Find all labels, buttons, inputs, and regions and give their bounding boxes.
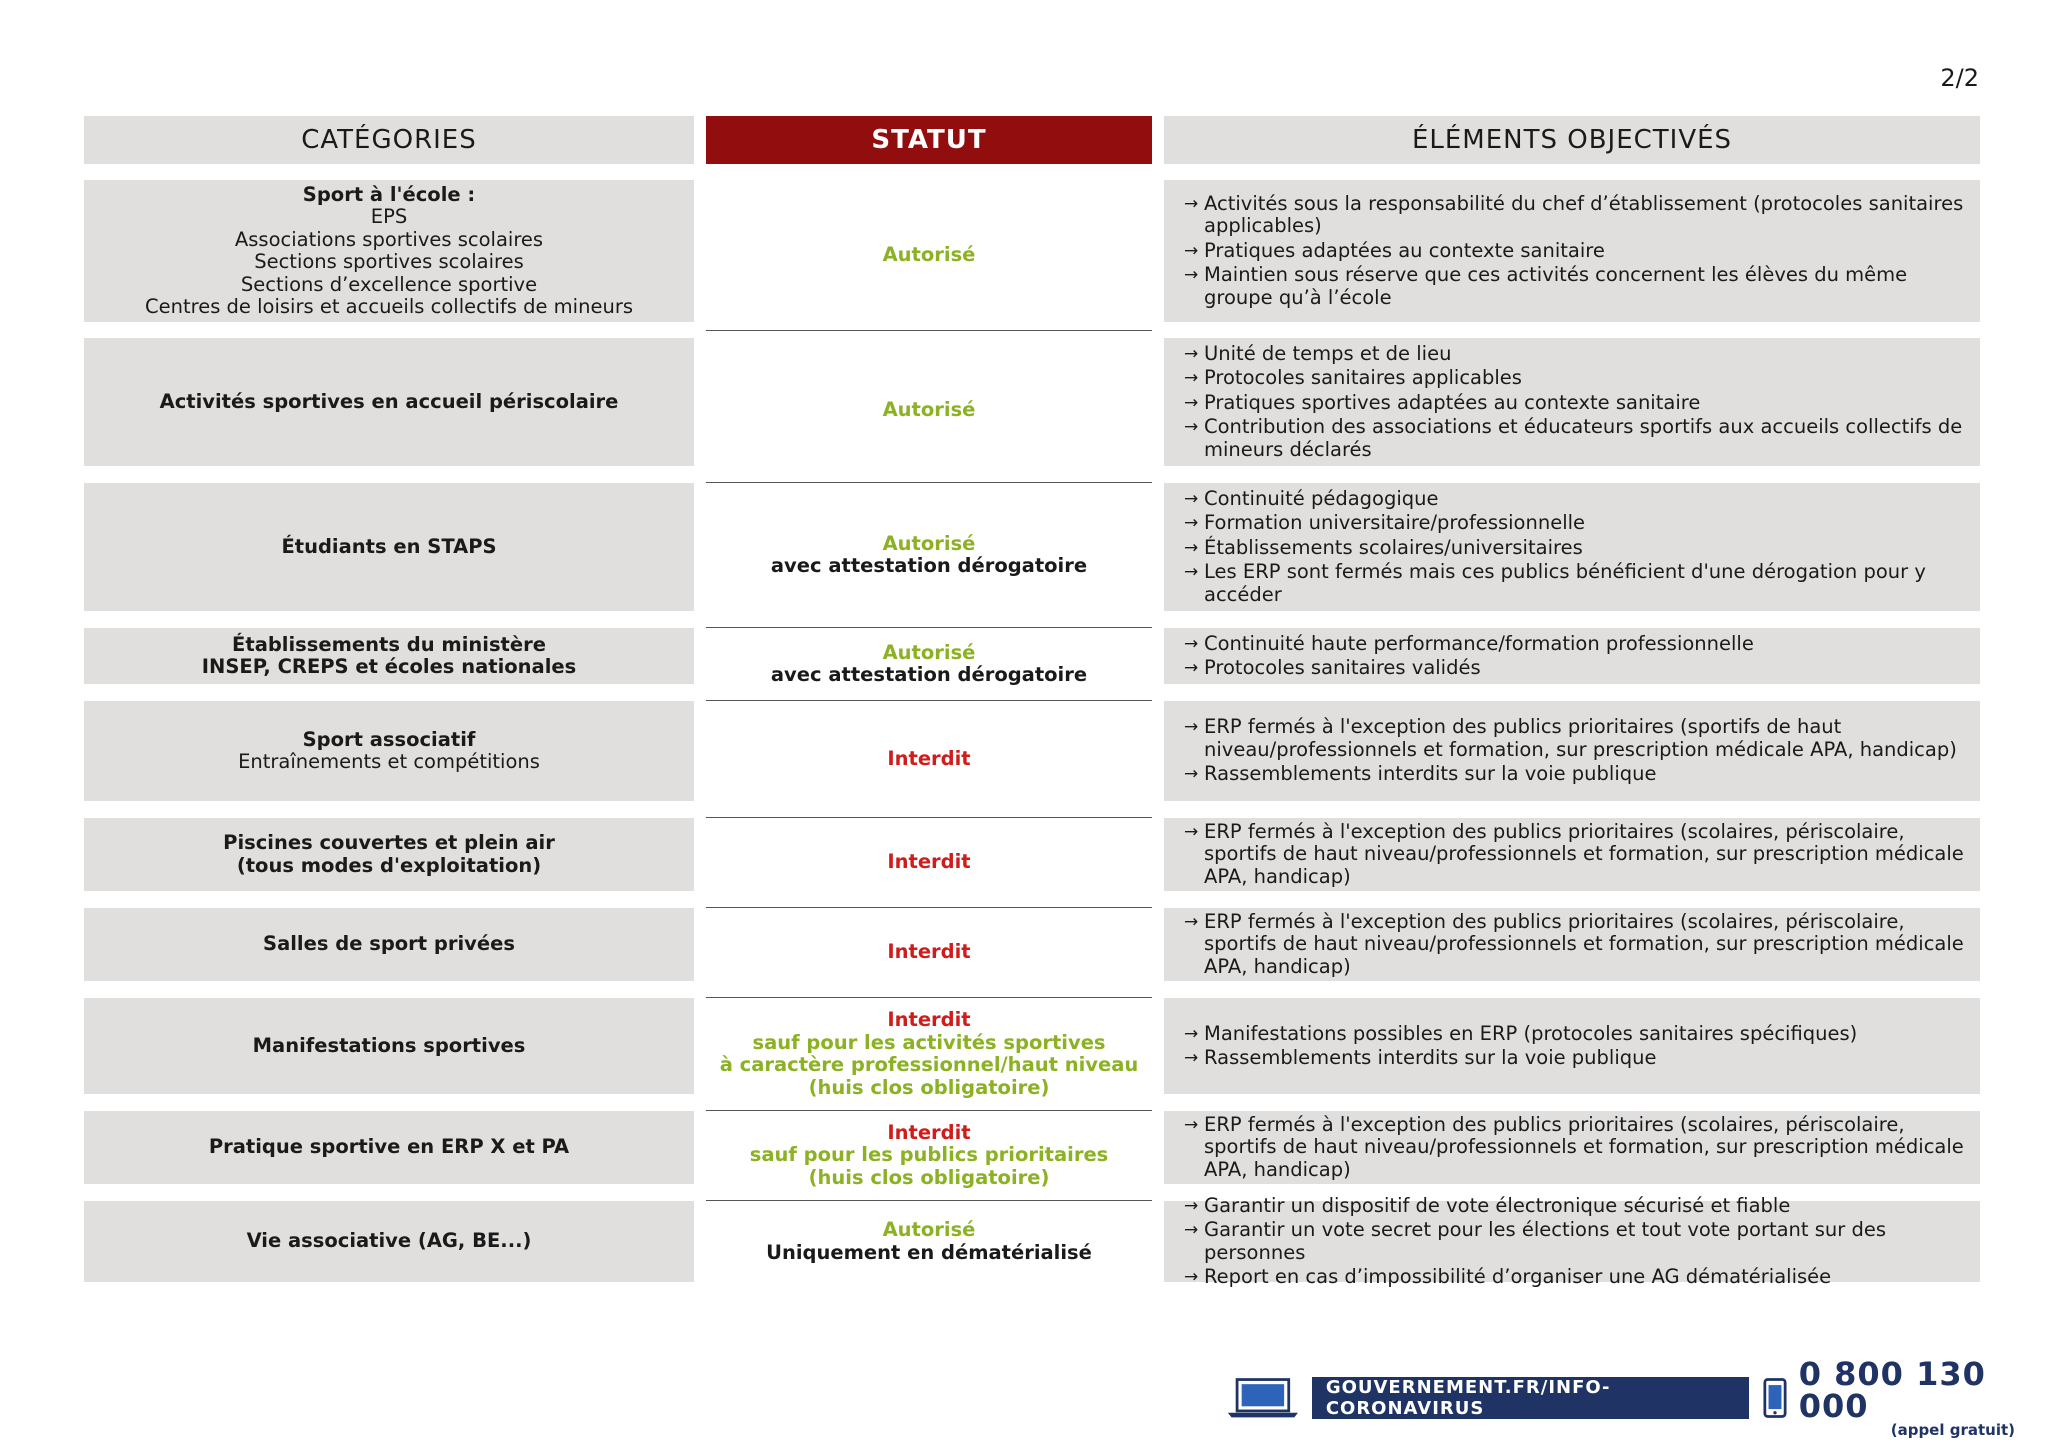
- category-cell: [84, 818, 694, 891]
- page-number: 2/2: [1940, 64, 1979, 92]
- status-cell: [706, 628, 1152, 701]
- header-elements: ÉLÉMENTS OBJECTIVÉS: [1164, 116, 1980, 164]
- list-item: → ERP fermés à l'exception des publics prioritaires (scolaires, périscolaire, sportifs de haut niveau/professionnels et formation, sur prescription médicale APA, handicap): [1184, 819, 1964, 888]
- category-cell: [84, 483, 694, 611]
- category-cell: [84, 1111, 694, 1184]
- arrow-right-icon: →: [1184, 1195, 1199, 1216]
- category-cell: [84, 1201, 694, 1282]
- category-cell: [84, 180, 694, 322]
- status-badge: Interdit: [887, 850, 971, 874]
- list-item: → Les ERP sont fermés mais ces publics bénéficient d'une dérogation pour y accéder: [1184, 560, 1926, 606]
- list-item: → Pratiques adaptées au contexte sanitaire: [1184, 238, 1605, 262]
- status-note: avec attestation dérogatoire: [770, 663, 1088, 686]
- list-item: → Rassemblements interdits sur la voie publique: [1184, 762, 1657, 786]
- status-cell: [706, 818, 1152, 908]
- phone-number-block: [1798, 1355, 2047, 1439]
- list-item: → Formation universitaire/professionnelle: [1184, 511, 1586, 535]
- list-item: → Unité de temps et de lieu: [1184, 341, 1452, 365]
- category-cell: [84, 628, 694, 684]
- status-badge: Autorisé: [882, 242, 976, 266]
- category-title: Établissements du ministère: [232, 632, 546, 656]
- elements-cell: [1164, 180, 1980, 322]
- list-item: → Établissements scolaires/universitaires: [1184, 535, 1583, 559]
- status-badge: Interdit: [887, 940, 971, 964]
- elements-cell: [1164, 998, 1980, 1094]
- elements-cell: [1164, 483, 1980, 611]
- phone-note: (appel gratuit): [1890, 1421, 2015, 1439]
- status-note: (huis clos obligatoire): [808, 1165, 1050, 1189]
- arrow-right-icon: →: [1184, 562, 1199, 583]
- arrow-right-icon: →: [1184, 513, 1199, 534]
- category-title: Piscines couvertes et plein air: [223, 831, 555, 854]
- status-cell: [706, 701, 1152, 818]
- status-cell: [706, 998, 1152, 1111]
- arrow-right-icon: →: [1184, 633, 1199, 654]
- category-line: Centres de loisirs et accueils collectifs de mineurs: [144, 295, 633, 318]
- arrow-right-icon: →: [1184, 368, 1199, 389]
- footer: [1226, 1355, 2047, 1439]
- category-title: Salles de sport privées: [263, 932, 515, 956]
- elements-cell: [1164, 908, 1980, 981]
- arrow-right-icon: →: [1184, 764, 1199, 785]
- category-line: Associations sportives scolaires: [234, 227, 544, 251]
- list-item: → Garantir un vote secret pour les élections et tout vote portant sur des personnes: [1184, 1218, 1887, 1264]
- arrow-right-icon: →: [1184, 821, 1199, 842]
- header-statut: STATUT: [706, 116, 1152, 164]
- status-badge: Autorisé: [882, 397, 976, 421]
- list-item: → Rassemblements interdits sur la voie publique: [1184, 1046, 1657, 1069]
- status-badge: Interdit: [887, 1120, 971, 1144]
- status-note: sauf pour les publics prioritaires: [749, 1143, 1109, 1167]
- arrow-right-icon: →: [1184, 488, 1199, 509]
- list-item: → ERP fermés à l'exception des publics prioritaires (scolaires, périscolaire, sportifs de haut niveau/professionnels et formation, sur prescription médicale APA, handicap): [1184, 1112, 1964, 1181]
- arrow-right-icon: →: [1184, 1048, 1199, 1068]
- category-title: Manifestations sportives: [252, 1033, 526, 1057]
- laptop-icon: [1226, 1376, 1300, 1420]
- list-item: → Contribution des associations et éducateurs sportifs aux accueils collectifs de mineurs déclarés: [1184, 415, 1963, 461]
- arrow-right-icon: →: [1184, 1114, 1199, 1135]
- arrow-right-icon: →: [1184, 417, 1199, 438]
- arrow-right-icon: →: [1184, 1023, 1199, 1044]
- category-cell: [84, 701, 694, 801]
- list-item: → Report en cas d’impossibilité d’organiser une AG dématérialisée: [1184, 1265, 1832, 1288]
- status-cell: [706, 908, 1152, 998]
- status-badge: Autorisé: [882, 640, 976, 664]
- status-cell: [706, 180, 1152, 331]
- status-badge: Autorisé: [882, 531, 976, 555]
- status-cell: [706, 483, 1152, 628]
- arrow-right-icon: →: [1184, 1267, 1199, 1287]
- arrow-right-icon: →: [1184, 193, 1199, 214]
- status-cell: [706, 338, 1152, 483]
- category-title: Sport associatif: [302, 727, 476, 751]
- status-note: sauf pour les activités sportives: [752, 1030, 1106, 1054]
- arrow-right-icon: →: [1184, 537, 1199, 558]
- status-note: à caractère professionnel/haut niveau: [719, 1053, 1139, 1076]
- category-line: Entraînements et compétitions: [238, 750, 540, 773]
- arrow-right-icon: →: [1184, 392, 1199, 413]
- elements-cell: [1164, 1111, 1980, 1184]
- list-item: → Continuité haute performance/formation professionnelle: [1184, 631, 1754, 655]
- category-title: Sport à l'école :: [302, 182, 476, 206]
- category-line: Sections d’excellence sportive: [240, 272, 538, 296]
- arrow-right-icon: →: [1184, 343, 1199, 364]
- list-item: → Manifestations possibles en ERP (protocoles sanitaires spécifiques): [1184, 1021, 1858, 1045]
- category-title: Activités sportives en accueil périscolaire: [159, 389, 619, 413]
- list-item: → Maintien sous réserve que ces activités concernent les élèves du même groupe qu’à l’école: [1184, 263, 1908, 309]
- list-item: → Garantir un dispositif de vote électronique sécurisé et fiable: [1184, 1193, 1791, 1217]
- smartphone-icon: [1763, 1376, 1787, 1420]
- status-note: (huis clos obligatoire): [808, 1075, 1050, 1099]
- website-link[interactable]: GOUVERNEMENT.FR/INFO-CORONAVIRUS: [1312, 1377, 1749, 1419]
- list-item: → Protocoles sanitaires validés: [1184, 656, 1481, 679]
- elements-cell: [1164, 701, 1980, 801]
- category-line: Sections sportives scolaires: [254, 250, 524, 273]
- category-cell: [84, 908, 694, 981]
- arrow-right-icon: →: [1184, 911, 1199, 932]
- status-badge: Interdit: [887, 746, 971, 770]
- list-item: → ERP fermés à l'exception des publics prioritaires (scolaires, périscolaire, sportifs de haut niveau/professionnels et formation, sur prescription médicale APA, handicap): [1184, 909, 1964, 978]
- arrow-right-icon: →: [1184, 240, 1199, 261]
- status-cell: [706, 1201, 1152, 1282]
- status-cell: [706, 1111, 1152, 1201]
- phone-number[interactable]: 0 800 130 000: [1798, 1355, 1986, 1425]
- list-item: → ERP fermés à l'exception des publics prioritaires (sportifs de haut niveau/professionnels et formation, sur prescription médicale APA, handicap): [1184, 715, 1957, 761]
- category-line: EPS: [370, 205, 408, 228]
- status-badge: Autorisé: [882, 1218, 976, 1241]
- category-cell: [84, 338, 694, 466]
- category-title: Étudiants en STAPS: [281, 534, 497, 558]
- arrow-right-icon: →: [1184, 717, 1199, 738]
- elements-cell: [1164, 628, 1980, 684]
- category-title: Pratique sportive en ERP X et PA: [208, 1135, 570, 1159]
- category-line: (tous modes d'exploitation): [236, 853, 542, 877]
- header-categories: CATÉGORIES: [84, 116, 694, 164]
- status-badge: Interdit: [887, 1008, 971, 1031]
- elements-cell: [1164, 818, 1980, 891]
- list-item: → Pratiques sportives adaptées au contexte sanitaire: [1184, 390, 1701, 414]
- status-note: avec attestation dérogatoire: [770, 554, 1088, 577]
- category-line: INSEP, CREPS et écoles nationales: [201, 655, 577, 678]
- arrow-right-icon: →: [1184, 658, 1199, 678]
- category-title: Vie associative (AG, BE...): [246, 1229, 532, 1253]
- elements-cell: [1164, 1193, 1980, 1288]
- status-note: Uniquement en dématérialisé: [766, 1240, 1092, 1264]
- arrow-right-icon: →: [1184, 1220, 1199, 1240]
- list-item: → Continuité pédagogique: [1184, 486, 1439, 510]
- list-item: → Protocoles sanitaires applicables: [1184, 366, 1522, 390]
- arrow-right-icon: →: [1184, 265, 1199, 286]
- status-table: [84, 116, 1980, 1298]
- category-cell: [84, 998, 694, 1094]
- list-item: → Activités sous la responsabilité du chef d’établissement (protocoles sanitaires applicables): [1184, 191, 1964, 238]
- elements-cell: [1164, 338, 1980, 466]
